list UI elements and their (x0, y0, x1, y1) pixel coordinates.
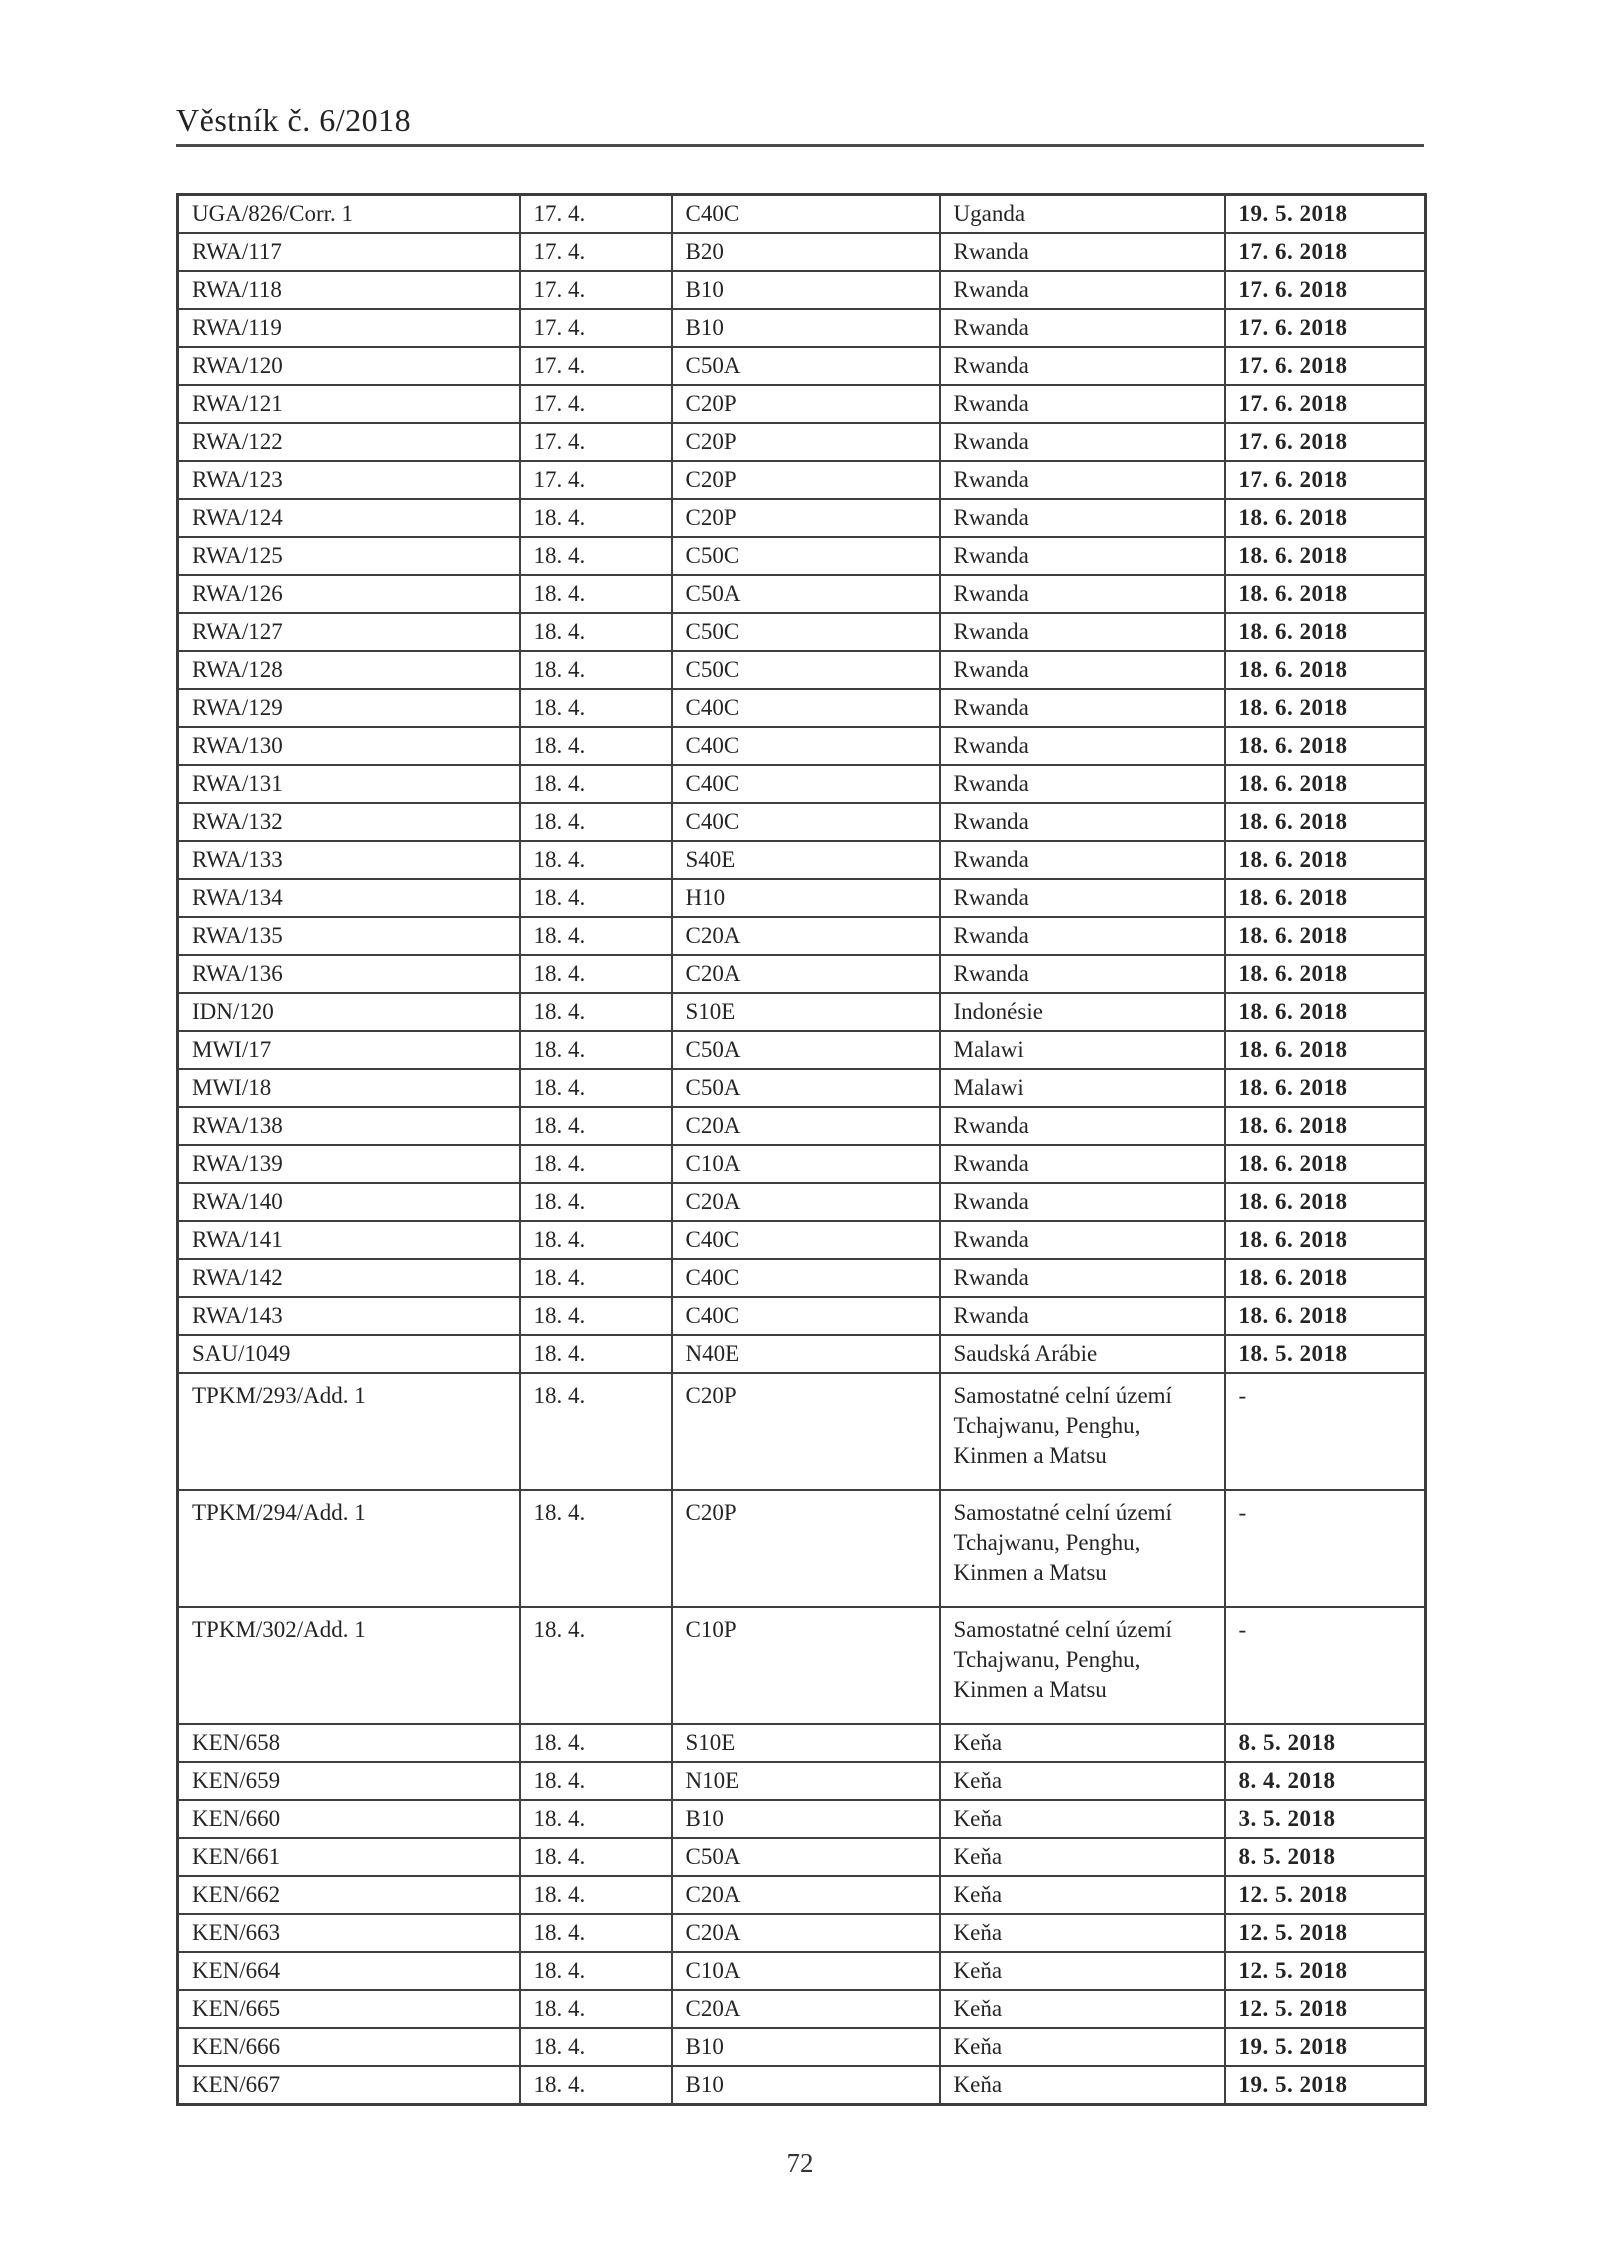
cell-type-code: B20 (672, 233, 940, 271)
cell-type-code: C40C (672, 1297, 940, 1335)
cell-date-submitted: 17. 4. (520, 271, 672, 309)
cell-date-submitted: 18. 4. (520, 1335, 672, 1373)
cell-country: Keňa (940, 1724, 1225, 1762)
cell-code: RWA/136 (178, 955, 520, 993)
cell-country: Keňa (940, 1952, 1225, 1990)
cell-date-submitted: 17. 4. (520, 347, 672, 385)
cell-country: Rwanda (940, 651, 1225, 689)
cell-type-code: C40C (672, 765, 940, 803)
cell-code: RWA/121 (178, 385, 520, 423)
cell-date-submitted: 18. 4. (520, 537, 672, 575)
cell-deadline: 19. 5. 2018 (1225, 2066, 1426, 2105)
cell-deadline: 17. 6. 2018 (1225, 461, 1426, 499)
table-row (178, 765, 1426, 803)
cell-deadline: 18. 6. 2018 (1225, 1145, 1426, 1183)
table-row (178, 613, 1426, 651)
table-row (178, 803, 1426, 841)
cell-deadline: - (1225, 1373, 1426, 1490)
table-row (178, 651, 1426, 689)
cell-country: Rwanda (940, 271, 1225, 309)
cell-date-submitted: 18. 4. (520, 1952, 672, 1990)
cell-deadline: 18. 6. 2018 (1225, 803, 1426, 841)
cell-code: RWA/131 (178, 765, 520, 803)
cell-country: Rwanda (940, 1221, 1225, 1259)
table-row (178, 1145, 1426, 1183)
cell-type-code: C40C (672, 1221, 940, 1259)
cell-type-code: N10E (672, 1762, 940, 1800)
table-row (178, 575, 1426, 613)
cell-date-submitted: 17. 4. (520, 461, 672, 499)
table-row (178, 271, 1426, 309)
cell-date-submitted: 18. 4. (520, 613, 672, 651)
cell-date-submitted: 18. 4. (520, 1259, 672, 1297)
cell-country: Indonésie (940, 993, 1225, 1031)
cell-type-code: C20A (672, 1914, 940, 1952)
cell-type-code: C40C (672, 803, 940, 841)
cell-country: Rwanda (940, 1259, 1225, 1297)
notifications-table-wrap (176, 193, 1424, 2106)
cell-code: RWA/125 (178, 537, 520, 575)
table-row (178, 917, 1426, 955)
cell-code: RWA/118 (178, 271, 520, 309)
cell-type-code: C20A (672, 955, 940, 993)
cell-code: RWA/135 (178, 917, 520, 955)
cell-code: KEN/666 (178, 2028, 520, 2066)
cell-date-submitted: 18. 4. (520, 2066, 672, 2105)
cell-code: RWA/138 (178, 1107, 520, 1145)
cell-country: Rwanda (940, 347, 1225, 385)
table-row (178, 879, 1426, 917)
cell-country: Rwanda (940, 1297, 1225, 1335)
table-row (178, 1914, 1426, 1952)
table-row (178, 1800, 1426, 1838)
table-row (178, 423, 1426, 461)
page-header (176, 103, 1424, 147)
cell-date-submitted: 18. 4. (520, 651, 672, 689)
cell-date-submitted: 18. 4. (520, 879, 672, 917)
cell-date-submitted: 18. 4. (520, 1838, 672, 1876)
cell-date-submitted: 17. 4. (520, 309, 672, 347)
cell-type-code: B10 (672, 309, 940, 347)
cell-type-code: C50A (672, 1031, 940, 1069)
cell-country: Rwanda (940, 309, 1225, 347)
cell-code: RWA/143 (178, 1297, 520, 1335)
cell-type-code: C10A (672, 1952, 940, 1990)
cell-code: RWA/142 (178, 1259, 520, 1297)
cell-code: SAU/1049 (178, 1335, 520, 1373)
cell-country: Keňa (940, 1838, 1225, 1876)
cell-deadline: 12. 5. 2018 (1225, 1952, 1426, 1990)
cell-type-code: C20A (672, 1183, 940, 1221)
cell-deadline: 8. 4. 2018 (1225, 1762, 1426, 1800)
cell-code: RWA/117 (178, 233, 520, 271)
cell-deadline: 8. 5. 2018 (1225, 1724, 1426, 1762)
cell-type-code: C50C (672, 613, 940, 651)
cell-country: Rwanda (940, 955, 1225, 993)
cell-country: Malawi (940, 1031, 1225, 1069)
cell-country: Rwanda (940, 917, 1225, 955)
cell-country: Uganda (940, 195, 1225, 234)
cell-deadline: 19. 5. 2018 (1225, 2028, 1426, 2066)
gazette-title: Věstník č. 6/2018 (176, 102, 412, 138)
cell-date-submitted: 18. 4. (520, 2028, 672, 2066)
table-row (178, 1031, 1426, 1069)
cell-country: Samostatné celní území Tchajwanu, Penghu, Kinmen a Matsu (940, 1490, 1225, 1607)
cell-deadline: 17. 6. 2018 (1225, 271, 1426, 309)
cell-code: RWA/132 (178, 803, 520, 841)
table-row (178, 727, 1426, 765)
cell-date-submitted: 18. 4. (520, 955, 672, 993)
table-row (178, 1297, 1426, 1335)
table-row (178, 2028, 1426, 2066)
table-row (178, 1221, 1426, 1259)
cell-date-submitted: 18. 4. (520, 499, 672, 537)
table-row (178, 689, 1426, 727)
cell-deadline: - (1225, 1490, 1426, 1607)
cell-code: RWA/126 (178, 575, 520, 613)
cell-deadline: 17. 6. 2018 (1225, 423, 1426, 461)
cell-deadline: 17. 6. 2018 (1225, 233, 1426, 271)
cell-date-submitted: 18. 4. (520, 803, 672, 841)
cell-type-code: C50A (672, 1838, 940, 1876)
cell-country: Rwanda (940, 689, 1225, 727)
cell-date-submitted: 18. 4. (520, 1724, 672, 1762)
cell-code: KEN/667 (178, 2066, 520, 2105)
table-row (178, 1069, 1426, 1107)
cell-deadline: 18. 6. 2018 (1225, 689, 1426, 727)
table-row (178, 1259, 1426, 1297)
cell-type-code: C20A (672, 917, 940, 955)
cell-country: Rwanda (940, 461, 1225, 499)
cell-type-code: C50A (672, 575, 940, 613)
cell-type-code: C20A (672, 1107, 940, 1145)
cell-country: Saudská Arábie (940, 1335, 1225, 1373)
cell-deadline: 18. 6. 2018 (1225, 1107, 1426, 1145)
cell-country: Rwanda (940, 1183, 1225, 1221)
cell-date-submitted: 18. 4. (520, 993, 672, 1031)
cell-country: Rwanda (940, 879, 1225, 917)
cell-country: Rwanda (940, 537, 1225, 575)
cell-code: KEN/658 (178, 1724, 520, 1762)
cell-country: Rwanda (940, 765, 1225, 803)
cell-date-submitted: 17. 4. (520, 423, 672, 461)
cell-deadline: 18. 6. 2018 (1225, 1183, 1426, 1221)
cell-code: RWA/140 (178, 1183, 520, 1221)
table-row (178, 1373, 1426, 1490)
cell-type-code: C20A (672, 1990, 940, 2028)
cell-deadline: 18. 6. 2018 (1225, 1069, 1426, 1107)
table-row (178, 1762, 1426, 1800)
cell-code: RWA/123 (178, 461, 520, 499)
cell-code: RWA/120 (178, 347, 520, 385)
table-body (178, 195, 1426, 2105)
cell-code: KEN/659 (178, 1762, 520, 1800)
cell-country: Samostatné celní území Tchajwanu, Penghu, Kinmen a Matsu (940, 1373, 1225, 1490)
cell-code: KEN/663 (178, 1914, 520, 1952)
table-row (178, 499, 1426, 537)
cell-deadline: 12. 5. 2018 (1225, 1990, 1426, 2028)
cell-deadline: 18. 6. 2018 (1225, 537, 1426, 575)
cell-country: Keňa (940, 1800, 1225, 1838)
cell-date-submitted: 18. 4. (520, 1183, 672, 1221)
cell-code: RWA/141 (178, 1221, 520, 1259)
cell-country: Malawi (940, 1069, 1225, 1107)
cell-date-submitted: 17. 4. (520, 385, 672, 423)
table-row (178, 1838, 1426, 1876)
table-row (178, 1724, 1426, 1762)
page-footer (0, 2148, 1600, 2179)
cell-type-code: C10P (672, 1607, 940, 1724)
cell-date-submitted: 18. 4. (520, 1990, 672, 2028)
cell-date-submitted: 18. 4. (520, 1297, 672, 1335)
cell-deadline: 12. 5. 2018 (1225, 1876, 1426, 1914)
cell-deadline: - (1225, 1607, 1426, 1724)
cell-date-submitted: 18. 4. (520, 1800, 672, 1838)
cell-type-code: C20P (672, 385, 940, 423)
cell-type-code: N40E (672, 1335, 940, 1373)
cell-deadline: 18. 5. 2018 (1225, 1335, 1426, 1373)
header-rule (176, 144, 1424, 147)
cell-deadline: 18. 6. 2018 (1225, 841, 1426, 879)
table-row (178, 1490, 1426, 1607)
cell-deadline: 18. 6. 2018 (1225, 993, 1426, 1031)
cell-date-submitted: 18. 4. (520, 1607, 672, 1724)
cell-code: RWA/134 (178, 879, 520, 917)
cell-country: Keňa (940, 2028, 1225, 2066)
cell-type-code: C50C (672, 537, 940, 575)
cell-type-code: C20P (672, 461, 940, 499)
cell-country: Rwanda (940, 575, 1225, 613)
cell-deadline: 18. 6. 2018 (1225, 499, 1426, 537)
cell-deadline: 18. 6. 2018 (1225, 1221, 1426, 1259)
table-row (178, 537, 1426, 575)
table-row (178, 385, 1426, 423)
cell-code: RWA/133 (178, 841, 520, 879)
cell-deadline: 12. 5. 2018 (1225, 1914, 1426, 1952)
cell-type-code: C50C (672, 651, 940, 689)
cell-deadline: 18. 6. 2018 (1225, 1031, 1426, 1069)
cell-date-submitted: 18. 4. (520, 1762, 672, 1800)
table-row (178, 309, 1426, 347)
cell-code: TPKM/302/Add. 1 (178, 1607, 520, 1724)
cell-code: KEN/665 (178, 1990, 520, 2028)
table-row (178, 1183, 1426, 1221)
table-row (178, 1107, 1426, 1145)
cell-deadline: 18. 6. 2018 (1225, 727, 1426, 765)
cell-date-submitted: 18. 4. (520, 1145, 672, 1183)
cell-code: RWA/130 (178, 727, 520, 765)
cell-country: Rwanda (940, 1107, 1225, 1145)
cell-deadline: 18. 6. 2018 (1225, 1297, 1426, 1335)
cell-type-code: B10 (672, 271, 940, 309)
table-row (178, 1952, 1426, 1990)
cell-deadline: 19. 5. 2018 (1225, 195, 1426, 234)
cell-deadline: 18. 6. 2018 (1225, 879, 1426, 917)
cell-type-code: C40C (672, 1259, 940, 1297)
cell-code: KEN/662 (178, 1876, 520, 1914)
cell-country: Rwanda (940, 841, 1225, 879)
cell-deadline: 18. 6. 2018 (1225, 765, 1426, 803)
cell-country: Keňa (940, 1762, 1225, 1800)
cell-deadline: 17. 6. 2018 (1225, 385, 1426, 423)
cell-code: RWA/139 (178, 1145, 520, 1183)
cell-type-code: C20P (672, 499, 940, 537)
table-row (178, 2066, 1426, 2105)
table-row (178, 233, 1426, 271)
cell-type-code: C40C (672, 195, 940, 234)
cell-code: MWI/18 (178, 1069, 520, 1107)
notifications-table (176, 193, 1427, 2106)
cell-type-code: C20P (672, 423, 940, 461)
cell-date-submitted: 18. 4. (520, 841, 672, 879)
cell-country: Samostatné celní území Tchajwanu, Penghu, Kinmen a Matsu (940, 1607, 1225, 1724)
cell-date-submitted: 18. 4. (520, 1031, 672, 1069)
cell-type-code: S10E (672, 993, 940, 1031)
cell-date-submitted: 18. 4. (520, 765, 672, 803)
cell-deadline: 17. 6. 2018 (1225, 309, 1426, 347)
cell-code: KEN/664 (178, 1952, 520, 1990)
cell-country: Rwanda (940, 613, 1225, 651)
cell-type-code: S10E (672, 1724, 940, 1762)
cell-date-submitted: 18. 4. (520, 1490, 672, 1607)
table-row (178, 1876, 1426, 1914)
table-row (178, 195, 1426, 234)
cell-type-code: C20P (672, 1373, 940, 1490)
cell-country: Rwanda (940, 803, 1225, 841)
cell-country: Rwanda (940, 385, 1225, 423)
cell-type-code: B10 (672, 2066, 940, 2105)
table-row (178, 841, 1426, 879)
cell-date-submitted: 18. 4. (520, 1069, 672, 1107)
cell-deadline: 18. 6. 2018 (1225, 917, 1426, 955)
cell-date-submitted: 18. 4. (520, 689, 672, 727)
cell-code: RWA/129 (178, 689, 520, 727)
cell-code: RWA/119 (178, 309, 520, 347)
page-number: 72 (786, 2148, 814, 2178)
table-row (178, 1990, 1426, 2028)
cell-country: Keňa (940, 2066, 1225, 2105)
cell-date-submitted: 18. 4. (520, 1914, 672, 1952)
cell-code: RWA/124 (178, 499, 520, 537)
cell-country: Rwanda (940, 499, 1225, 537)
cell-date-submitted: 18. 4. (520, 1373, 672, 1490)
cell-code: RWA/127 (178, 613, 520, 651)
cell-deadline: 3. 5. 2018 (1225, 1800, 1426, 1838)
cell-deadline: 18. 6. 2018 (1225, 613, 1426, 651)
cell-code: TPKM/293/Add. 1 (178, 1373, 520, 1490)
cell-type-code: C50A (672, 1069, 940, 1107)
cell-date-submitted: 18. 4. (520, 1107, 672, 1145)
cell-deadline: 17. 6. 2018 (1225, 347, 1426, 385)
cell-country: Keňa (940, 1876, 1225, 1914)
cell-type-code: C40C (672, 727, 940, 765)
cell-country: Rwanda (940, 423, 1225, 461)
cell-code: UGA/826/Corr. 1 (178, 195, 520, 234)
cell-type-code: C20P (672, 1490, 940, 1607)
cell-code: RWA/128 (178, 651, 520, 689)
table-row (178, 955, 1426, 993)
cell-date-submitted: 18. 4. (520, 575, 672, 613)
cell-date-submitted: 18. 4. (520, 917, 672, 955)
cell-type-code: H10 (672, 879, 940, 917)
cell-type-code: C10A (672, 1145, 940, 1183)
cell-code: KEN/660 (178, 1800, 520, 1838)
cell-type-code: C50A (672, 347, 940, 385)
cell-country: Keňa (940, 1990, 1225, 2028)
table-row (178, 1607, 1426, 1724)
cell-date-submitted: 17. 4. (520, 233, 672, 271)
cell-code: MWI/17 (178, 1031, 520, 1069)
cell-type-code: C40C (672, 689, 940, 727)
cell-country: Keňa (940, 1914, 1225, 1952)
cell-deadline: 8. 5. 2018 (1225, 1838, 1426, 1876)
table-row (178, 461, 1426, 499)
cell-deadline: 18. 6. 2018 (1225, 651, 1426, 689)
cell-date-submitted: 17. 4. (520, 195, 672, 234)
cell-type-code: S40E (672, 841, 940, 879)
cell-date-submitted: 18. 4. (520, 1876, 672, 1914)
cell-date-submitted: 18. 4. (520, 727, 672, 765)
table-row (178, 993, 1426, 1031)
cell-code: TPKM/294/Add. 1 (178, 1490, 520, 1607)
cell-country: Rwanda (940, 233, 1225, 271)
cell-date-submitted: 18. 4. (520, 1221, 672, 1259)
cell-country: Rwanda (940, 1145, 1225, 1183)
cell-code: RWA/122 (178, 423, 520, 461)
cell-type-code: B10 (672, 1800, 940, 1838)
cell-deadline: 18. 6. 2018 (1225, 575, 1426, 613)
cell-type-code: B10 (672, 2028, 940, 2066)
table-row (178, 347, 1426, 385)
cell-code: IDN/120 (178, 993, 520, 1031)
cell-deadline: 18. 6. 2018 (1225, 1259, 1426, 1297)
cell-deadline: 18. 6. 2018 (1225, 955, 1426, 993)
cell-code: KEN/661 (178, 1838, 520, 1876)
cell-type-code: C20A (672, 1876, 940, 1914)
cell-country: Rwanda (940, 727, 1225, 765)
table-row (178, 1335, 1426, 1373)
